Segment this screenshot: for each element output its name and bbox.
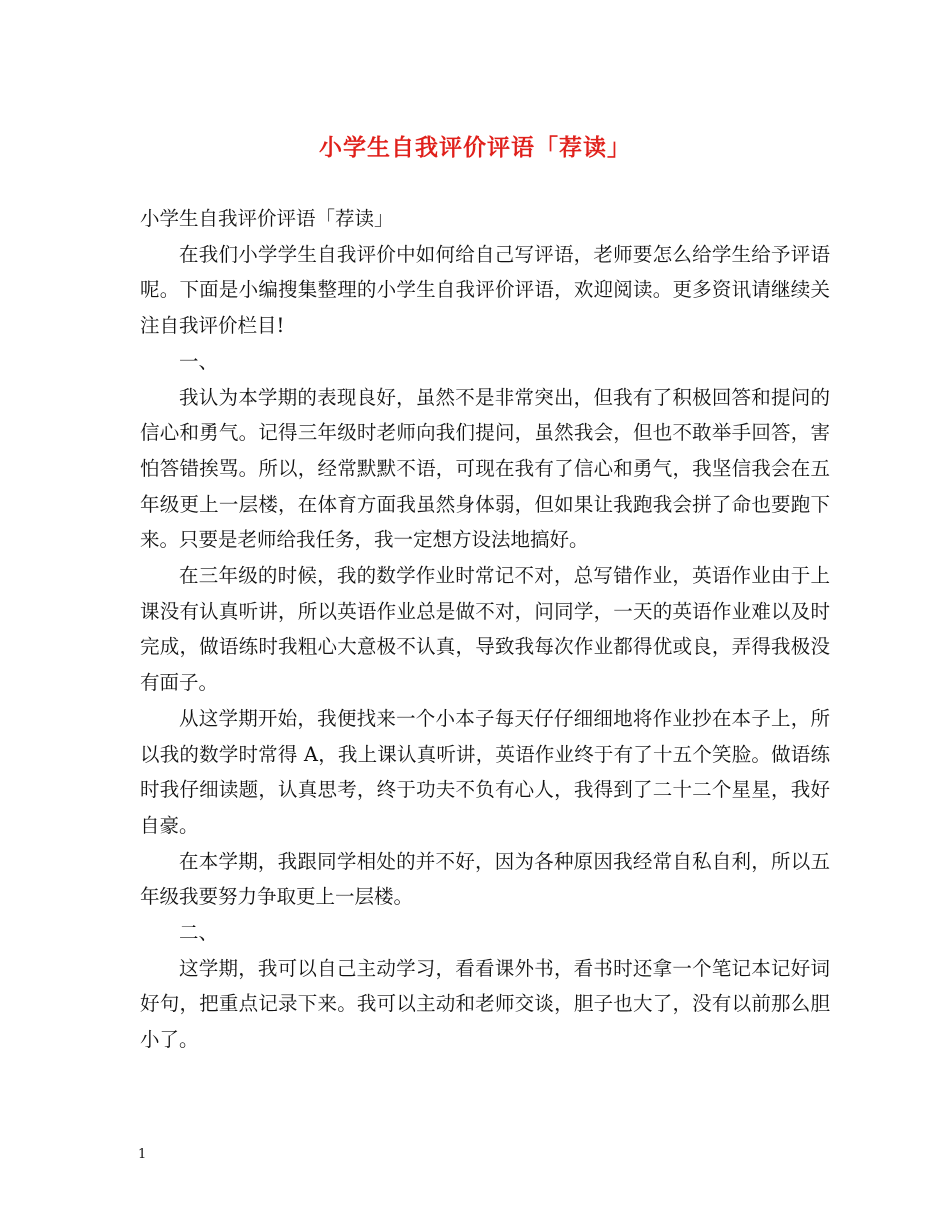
document-body — [140, 201, 830, 1058]
section-heading-two: 二、 — [179, 921, 219, 945]
paragraph: 在三年级的时候，我的数学作业时常记不对，总写错作业，英语作业由于上课没有认真听讲，所以英语作业总是做不对，问同学，一天的英语作业难以及时完成，做语练时我粗心大意极不认真，导致我每次作业都得优或良，弄得我极没有面子。 — [140, 564, 830, 695]
paragraph-intro: 在我们小学学生自我评价中如何给自己写评语，老师要怎么给学生给予评语呢。下面是小编搜集整理的小学生自我评价评语，欢迎阅读。更多资讯请继续关注自我评价栏目! — [140, 242, 830, 338]
document-subtitle: 小学生自我评价评语「荐读」 — [140, 207, 394, 230]
paragraph: 这学期，我可以自己主动学习，看看课外书，看书时还拿一个笔记本记好词好句，把重点记录下来。我可以主动和老师交谈，胆子也大了，没有以前那么胆小了。 — [140, 956, 830, 1052]
paragraph: 我认为本学期的表现良好，虽然不是非常突出，但我有了积极回答和提问的信心和勇气。记得三年级时老师向我们提问，虽然我会，但也不敢举手回答，害怕答错挨骂。所以，经常默默不语，可现在我有了信心和勇气，我坚信我会在五年级更上一层楼，在体育方面我虽然身体弱，但如果让我跑我会拼了命也要跑下来。只要是老师给我任务，我一定想方设法地搞好。 — [140, 385, 830, 552]
document-title: 小学生自我评价评语「荐读」 — [319, 134, 631, 161]
section-heading-one: 一、 — [179, 349, 219, 373]
page-number: 1 — [138, 1147, 147, 1162]
paragraph: 在本学期，我跟同学相处的并不好，因为各种原因我经常自私自利，所以五年级我要努力争取更上一层楼。 — [140, 849, 830, 909]
paragraph: 从这学期开始，我便找来一个小本子每天仔仔细细地将作业抄在本子上，所以我的数学时常得 A，我上课认真听讲，英语作业终于有了十五个笑脸。做语练时我仔细读题，认真思考，终于功夫不负有心人，我得到了二十二个星星，我好自豪。 — [140, 706, 830, 837]
